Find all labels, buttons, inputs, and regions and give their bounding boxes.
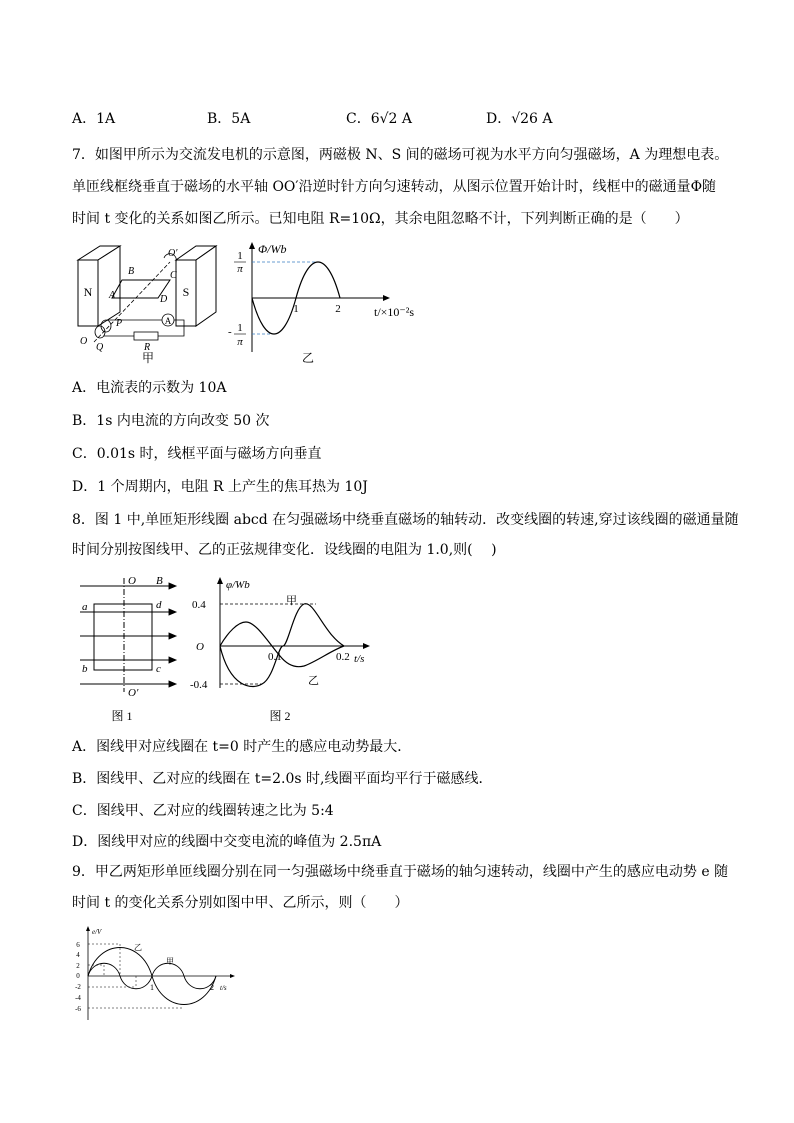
q7-t1: 1 [293, 303, 299, 315]
label-n: N [83, 285, 93, 299]
q7-option-b: B．1s 内电流的方向改变 50 次 [72, 413, 270, 429]
q8-figure-1 [72, 574, 187, 726]
q7-stem-line-3: 时间 t 变化的关系如图乙所示。已知电阻 R=10Ω，其余电阻忽略不计，下列判断正确的是（ ） [72, 211, 689, 227]
q9-tick-m6: -6 [75, 1005, 81, 1013]
q9-stem-line-1: 9．甲乙两矩形单匝线圈分别在同一匀强磁场中绕垂直于磁场的轴匀速转动，线圈中产生的感应电动势 e 随 [72, 864, 729, 880]
fig1-label-c: c [156, 663, 161, 675]
q7-stem-line-1: 7．如图甲所示为交流发电机的示意图，两磁极 N、S 间的磁场可视为水平方向匀强磁场，A 为理想电表。 [72, 147, 729, 163]
q8-option-b: B．图线甲、乙对应的线圈在 t=2.0s 时,线圈平面均平行于磁感线． [72, 771, 493, 787]
tick-bot-den: π [237, 336, 243, 348]
fig2-jia: 甲 [286, 595, 297, 607]
q6-option-c: C．6√2 A [346, 111, 413, 127]
caption-jia: 甲 [141, 351, 155, 365]
label-o: O [80, 336, 88, 347]
label-r: R [144, 342, 151, 353]
fig1-label-o-prime: O′ [128, 687, 139, 699]
fig1-caption: 图 1 [111, 709, 133, 723]
q8-figure-2 [188, 574, 378, 726]
q7-figure-jia [72, 240, 222, 365]
q9-t2: 2 [210, 983, 214, 992]
fig2-origin: O [196, 641, 204, 653]
fig2-ybot: -0.4 [190, 679, 208, 691]
label-b: B [128, 266, 135, 277]
q9-t1: 1 [150, 983, 154, 992]
fig1-label-b: B [156, 575, 163, 587]
q9-tick-m4: -4 [75, 994, 81, 1002]
q8-stem-line-2: 时间分别按图线甲、乙的正弦规律变化．设线圈的电阻为 1.0,则( ) [72, 542, 497, 558]
q9-figure [62, 924, 242, 1024]
tick-bot-minus: - [228, 326, 232, 338]
fig1-label-b-corner: b [82, 663, 88, 675]
q9-tick-4: 4 [76, 951, 80, 959]
fig1-label-o: O [128, 575, 136, 587]
label-q: Q [96, 342, 104, 353]
q9-xlabel: t/s [220, 984, 227, 992]
label-p: P [116, 318, 123, 329]
q7-option-d: D．1 个周期内，电阻 R 上产生的焦耳热为 10J [72, 479, 368, 495]
fig2-t1: 0.1 [268, 651, 282, 663]
q7-figure-yi [222, 240, 442, 368]
q7-option-a: A．电流表的示数为 10A [72, 380, 227, 396]
label-o-prime: O′ [168, 248, 178, 259]
q8-stem-line-1: 8．图 1 中,单匝矩形线圈 abcd 在匀强磁场中绕垂直磁场的轴转动．改变线圈的转速,穿过该线圈的磁通量随 [72, 512, 739, 528]
label-c: C [170, 270, 177, 281]
fig2-t2: 0.2 [336, 651, 350, 663]
q9-label-yi: 乙 [134, 943, 142, 952]
q7-t2: 2 [335, 303, 341, 315]
q7-ylabel: Φ/Wb [258, 242, 287, 256]
label-a: A [109, 290, 116, 301]
q9-tick-6: 6 [76, 941, 80, 949]
fig2-ytop: 0.4 [192, 599, 206, 611]
fig1-label-d: d [156, 599, 162, 611]
q9-ylabel: e/V [92, 928, 102, 936]
q6-option-d: D．√26 A [486, 111, 553, 127]
caption-yi: 乙 [301, 351, 315, 365]
tick-top-num: 1 [237, 250, 243, 262]
fig2-ylabel: φ/Wb [226, 579, 250, 591]
ammeter-label: A [164, 316, 172, 326]
q9-label-jia: 甲 [166, 957, 174, 966]
fig2-caption: 图 2 [269, 709, 291, 723]
tick-top-den: π [237, 263, 243, 275]
tick-bot-num: 1 [237, 322, 243, 334]
q8-option-d: D．图线甲对应的线圈中交变电流的峰值为 2.5πA [72, 834, 382, 850]
q9-tick-0: 0 [76, 972, 80, 980]
q8-option-c: C．图线甲、乙对应的线圈转速之比为 5:4 [72, 803, 334, 819]
q6-option-a: A．1A [72, 111, 116, 127]
q7-xlabel: t/×10⁻²s [374, 305, 415, 319]
q7-option-c: C．0.01s 时，线框平面与磁场方向垂直 [72, 446, 322, 462]
q9-tick-2: 2 [76, 962, 80, 970]
label-s: S [182, 285, 190, 299]
label-d: D [160, 294, 168, 305]
q9-stem-line-2: 时间 t 的变化关系分别如图中甲、乙所示，则（ ） [72, 895, 409, 911]
fig1-label-a: a [82, 601, 88, 613]
q6-option-b: B．5A [207, 111, 251, 127]
fig2-yi: 乙 [308, 675, 319, 687]
q8-option-a: A．图线甲对应线圈在 t=0 时产生的感应电动势最大． [72, 739, 412, 755]
q9-tick-m2: -2 [75, 983, 81, 991]
fig2-xlabel: t/s [354, 653, 365, 665]
q7-stem-line-2: 单匝线框绕垂直于磁场的水平轴 OO′沿逆时针方向匀速转动，从图示位置开始计时，线框中的磁通量Φ随 [72, 179, 717, 195]
